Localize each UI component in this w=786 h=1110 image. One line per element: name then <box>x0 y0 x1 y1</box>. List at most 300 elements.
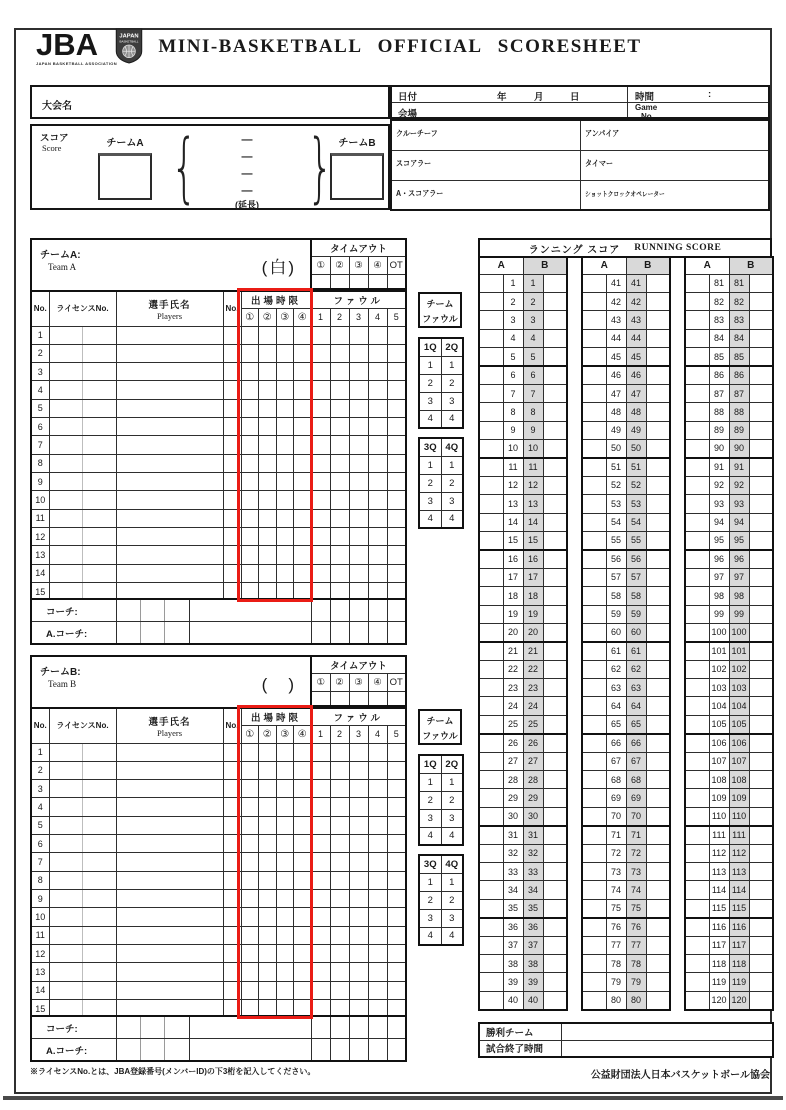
time-limit-cell <box>294 454 312 472</box>
score-number-a: 108 <box>709 771 729 789</box>
score-entry-a <box>479 715 503 733</box>
time-limit-cell <box>241 418 259 436</box>
row-number: 13 <box>31 546 49 564</box>
score-number-b: 113 <box>729 863 749 881</box>
score-number-a: 89 <box>709 421 729 439</box>
score-number-a: 83 <box>709 311 729 329</box>
coach-foul-cell <box>349 1039 368 1062</box>
score-number-b: 47 <box>626 384 646 402</box>
coach-foul-cell <box>368 599 387 622</box>
row-number: 11 <box>31 509 49 527</box>
player-no-field <box>223 344 241 362</box>
foul-cell <box>387 926 406 944</box>
score-entry-b <box>543 605 567 623</box>
time-limit-cell <box>259 546 277 564</box>
foul-cell <box>330 816 349 834</box>
score-number-a: 46 <box>606 366 626 384</box>
time-limit-cell <box>294 871 312 889</box>
score-number-b: 83 <box>729 311 749 329</box>
foul-cell <box>311 981 330 999</box>
score-number-b: 111 <box>729 826 749 844</box>
team-foul-number: 4 <box>441 410 463 428</box>
team-fouls-table <box>418 854 464 946</box>
score-number-b: 93 <box>729 495 749 513</box>
running-score-header-a: A <box>479 257 523 274</box>
row-number: 3 <box>31 780 49 798</box>
score-number-a: 61 <box>606 642 626 660</box>
score-entry-b <box>543 826 567 844</box>
score-number-b: 84 <box>729 329 749 347</box>
score-number-b: 50 <box>626 440 646 458</box>
date-label: 日付 <box>398 92 418 103</box>
score-entry-b <box>749 991 773 1009</box>
score-entry-b <box>543 403 567 421</box>
coach-foul-cell <box>368 1016 387 1039</box>
time-limit-quarter-label: ③ <box>276 308 294 326</box>
divider <box>392 102 768 103</box>
score-entry-b <box>749 531 773 549</box>
score-number-b: 118 <box>729 954 749 972</box>
team-fouls-label-line1: チーム <box>426 716 454 726</box>
score-number-a: 72 <box>606 844 626 862</box>
player-name-field <box>116 454 223 472</box>
foul-cell <box>387 491 406 509</box>
score-entry-b <box>543 660 567 678</box>
foul-cell <box>311 780 330 798</box>
score-entry-a <box>582 513 606 531</box>
score-number-b: 37 <box>523 936 543 954</box>
date-venue-table <box>390 85 770 119</box>
time-limit-cell <box>294 743 312 761</box>
time-limit-header: 出場時限 <box>241 291 311 308</box>
time-limit-cell <box>259 381 277 399</box>
score-number-a: 84 <box>709 329 729 347</box>
score-number-b: 58 <box>626 587 646 605</box>
score-panel <box>30 124 390 210</box>
score-entry-b <box>543 752 567 770</box>
foul-cell <box>368 853 387 871</box>
col-no-header: No. <box>31 708 49 743</box>
score-number-a: 25 <box>503 715 523 733</box>
foul-cell <box>311 528 330 546</box>
timer-label: タイマー <box>584 158 613 168</box>
running-score-row <box>479 936 567 954</box>
running-score-row <box>582 679 670 697</box>
score-number-a: 74 <box>606 881 626 899</box>
foul-cell <box>349 564 368 582</box>
score-entry-a <box>685 568 709 586</box>
score-team-b-label: チームB <box>338 138 376 149</box>
score-number-b: 103 <box>729 679 749 697</box>
players-header-jp: 選手氏名 <box>148 716 191 728</box>
running-score-row <box>685 476 773 494</box>
svg-text:JAPAN: JAPAN <box>119 33 139 40</box>
score-number-a: 37 <box>503 936 523 954</box>
foul-col-label: 1 <box>311 725 330 743</box>
running-score-row <box>479 623 567 641</box>
foul-cell <box>330 798 349 816</box>
shot-clock-operator-cell <box>580 180 769 210</box>
score-number-b: 19 <box>523 605 543 623</box>
score-entry-a <box>582 734 606 752</box>
team-fouls-row <box>419 356 463 374</box>
row-number: 4 <box>31 798 49 816</box>
score-entry-b <box>749 863 773 881</box>
player-row <box>31 454 406 472</box>
score-number-b: 73 <box>626 863 646 881</box>
license-field <box>49 908 116 926</box>
coach-license-field <box>116 1016 189 1039</box>
row-number: 6 <box>31 835 49 853</box>
score-entry-a <box>479 807 503 825</box>
player-name-field <box>116 871 223 889</box>
foul-cell <box>330 981 349 999</box>
time-limit-cell <box>294 853 312 871</box>
running-score-row <box>582 863 670 881</box>
team-foul-number: 4 <box>419 827 441 845</box>
running-score-row <box>685 826 773 844</box>
time-limit-cell <box>241 363 259 381</box>
quarter-score-dash: — <box>241 151 253 163</box>
foul-cell <box>311 363 330 381</box>
team-foul-number: 4 <box>419 510 441 528</box>
score-entry-a <box>479 513 503 531</box>
score-number-a: 117 <box>709 936 729 954</box>
row-number: 5 <box>31 816 49 834</box>
coach-foul-cell <box>311 1039 330 1062</box>
score-number-b: 22 <box>523 660 543 678</box>
score-number-b: 8 <box>523 403 543 421</box>
time-limit-cell <box>294 473 312 491</box>
time-limit-cell <box>294 981 312 999</box>
score-entry-b <box>646 734 670 752</box>
running-score-row <box>685 899 773 917</box>
score-number-b: 15 <box>523 531 543 549</box>
team-foul-number: 2 <box>419 891 441 909</box>
score-entry-b <box>749 973 773 991</box>
player-no-field <box>223 816 241 834</box>
scorer-label: スコアラー <box>396 158 432 168</box>
score-number-b: 25 <box>523 715 543 733</box>
running-score-row <box>479 329 567 347</box>
score-number-a: 68 <box>606 771 626 789</box>
score-entry-a <box>685 660 709 678</box>
foul-col-label: 3 <box>349 725 368 743</box>
jba-logo-subtext: JAPAN BASKETBALL ASSOCIATION <box>36 61 118 66</box>
score-number-b: 48 <box>626 403 646 421</box>
running-score-row <box>685 587 773 605</box>
time-limit-cell <box>294 381 312 399</box>
shot-clock-operator-label: ショットクロックオペレーター <box>584 190 665 198</box>
foul-cell <box>387 871 406 889</box>
running-score-row <box>685 807 773 825</box>
score-entry-b <box>646 918 670 936</box>
score-number-b: 94 <box>729 513 749 531</box>
time-limit-cell <box>241 454 259 472</box>
coach-foul-cell <box>349 1016 368 1039</box>
coach-foul-cell <box>349 599 368 622</box>
foul-cell <box>349 908 368 926</box>
score-number-b: 17 <box>523 568 543 586</box>
license-field <box>49 743 116 761</box>
score-entry-a <box>479 863 503 881</box>
running-score-row <box>479 826 567 844</box>
score-number-a: 50 <box>606 440 626 458</box>
row-number: 13 <box>31 963 49 981</box>
score-entry-a <box>582 844 606 862</box>
time-limit-cell <box>241 491 259 509</box>
team-fouls-quarter-label: 2Q <box>441 755 463 773</box>
player-no-field <box>223 981 241 999</box>
running-score-row <box>685 440 773 458</box>
row-number: 14 <box>31 564 49 582</box>
score-entry-a <box>685 292 709 310</box>
player-no-field <box>223 473 241 491</box>
time-limit-cell <box>276 963 294 981</box>
score-number-a: 8 <box>503 403 523 421</box>
foul-cell <box>311 491 330 509</box>
score-entry-a <box>582 752 606 770</box>
time-limit-cell <box>294 890 312 908</box>
foul-cell <box>349 418 368 436</box>
player-no-field <box>223 326 241 344</box>
running-score-header-b: B <box>523 257 567 274</box>
score-entry-a <box>685 679 709 697</box>
score-entry-b <box>543 771 567 789</box>
player-name-field <box>116 963 223 981</box>
score-number-a: 15 <box>503 531 523 549</box>
team-foul-number: 3 <box>441 809 463 827</box>
license-field <box>49 816 116 834</box>
player-no-field <box>223 890 241 908</box>
score-entry-b <box>646 348 670 366</box>
score-number-b: 76 <box>626 918 646 936</box>
player-row <box>31 381 406 399</box>
score-entry-b <box>646 936 670 954</box>
player-row <box>31 871 406 889</box>
foul-cell <box>349 436 368 454</box>
score-number-a: 64 <box>606 697 626 715</box>
quarter-score-dash: — <box>241 168 253 180</box>
row-number: 14 <box>31 981 49 999</box>
time-limit-cell <box>259 780 277 798</box>
score-number-a: 48 <box>606 403 626 421</box>
running-score-row <box>582 403 670 421</box>
foul-cell <box>349 509 368 527</box>
score-number-b: 56 <box>626 550 646 568</box>
foul-cell <box>330 344 349 362</box>
foul-cell <box>349 454 368 472</box>
time-limit-cell <box>276 926 294 944</box>
score-number-b: 69 <box>626 789 646 807</box>
team-foul-number: 2 <box>419 474 441 492</box>
foul-cell <box>330 761 349 779</box>
license-field <box>49 363 116 381</box>
score-number-a: 20 <box>503 623 523 641</box>
player-name-field <box>116 326 223 344</box>
team-foul-number: 3 <box>419 492 441 510</box>
team-subtitle: Team A <box>48 262 77 272</box>
umpire-label: アンパイア <box>584 129 619 138</box>
foul-cell <box>311 816 330 834</box>
player-name-field <box>116 926 223 944</box>
team-foul-number: 4 <box>419 927 441 945</box>
player-no-field <box>223 381 241 399</box>
score-number-b: 99 <box>729 605 749 623</box>
score-entry-b <box>646 826 670 844</box>
foul-cell <box>349 743 368 761</box>
score-entry-a <box>479 274 503 292</box>
score-entry-a <box>479 568 503 586</box>
score-number-a: 38 <box>503 954 523 972</box>
license-field <box>49 981 116 999</box>
score-entry-b <box>646 973 670 991</box>
team-fouls-quarter-label: 4Q <box>441 855 463 873</box>
score-entry-a <box>479 348 503 366</box>
score-entry-a <box>582 311 606 329</box>
score-number-b: 87 <box>729 384 749 402</box>
score-entry-b <box>543 807 567 825</box>
foul-cell <box>330 853 349 871</box>
score-number-a: 120 <box>709 991 729 1009</box>
running-score-row <box>685 403 773 421</box>
time-limit-cell <box>259 743 277 761</box>
score-number-a: 57 <box>606 568 626 586</box>
score-number-b: 89 <box>729 421 749 439</box>
score-number-a: 52 <box>606 476 626 494</box>
foul-cell <box>387 546 406 564</box>
score-entry-a <box>685 697 709 715</box>
foul-cell <box>311 835 330 853</box>
time-limit-cell <box>241 816 259 834</box>
score-entry-b <box>749 623 773 641</box>
score-number-a: 55 <box>606 531 626 549</box>
time-limit-cell <box>276 436 294 454</box>
team-fouls-table <box>418 437 464 529</box>
foul-cell <box>349 780 368 798</box>
score-number-a: 47 <box>606 384 626 402</box>
score-number-b: 21 <box>523 642 543 660</box>
running-score-row <box>685 789 773 807</box>
team-color-label: (白) <box>261 258 296 277</box>
score-number-a: 70 <box>606 807 626 825</box>
col-players-header <box>116 708 223 743</box>
score-number-b: 80 <box>626 991 646 1009</box>
team-fouls-row <box>419 791 463 809</box>
score-number-a: 5 <box>503 348 523 366</box>
score-number-b: 119 <box>729 973 749 991</box>
time-limit-cell <box>276 908 294 926</box>
score-number-b: 7 <box>523 384 543 402</box>
score-number-b: 106 <box>729 734 749 752</box>
coach-name-field <box>189 1016 311 1039</box>
score-entry-b <box>646 513 670 531</box>
score-number-b: 98 <box>729 587 749 605</box>
foul-cell <box>311 926 330 944</box>
running-score-row <box>479 863 567 881</box>
score-entry-b <box>749 274 773 292</box>
score-entry-a <box>582 605 606 623</box>
score-number-a: 110 <box>709 807 729 825</box>
score-number-a: 67 <box>606 752 626 770</box>
score-entry-b <box>543 421 567 439</box>
score-entry-a <box>479 899 503 917</box>
player-row <box>31 473 406 491</box>
player-name-field <box>116 853 223 871</box>
running-score-header-b: B <box>626 257 670 274</box>
foul-cell <box>330 381 349 399</box>
running-score-row <box>685 384 773 402</box>
score-entry-b <box>749 366 773 384</box>
time-limit-cell <box>241 798 259 816</box>
time-limit-cell <box>259 528 277 546</box>
foul-cell <box>330 509 349 527</box>
license-footnote: ※ライセンスNo.とは、JBA登録番号(メンバーID)の下3桁を記入してください。 <box>30 1067 316 1076</box>
score-number-b: 57 <box>626 568 646 586</box>
score-number-a: 100 <box>709 623 729 641</box>
winner-team-label: 勝利チーム <box>479 1023 561 1040</box>
score-entry-b <box>646 642 670 660</box>
score-number-a: 119 <box>709 973 729 991</box>
score-number-b: 52 <box>626 476 646 494</box>
time-limit-cell <box>259 491 277 509</box>
col-license-header: ライセンスNo. <box>49 708 116 743</box>
running-score-row <box>479 973 567 991</box>
team-fouls-label <box>418 709 462 745</box>
running-score-row <box>582 421 670 439</box>
foul-col-label: 5 <box>387 308 406 326</box>
foul-cell <box>330 945 349 963</box>
score-entry-b <box>646 623 670 641</box>
score-entry-b <box>543 513 567 531</box>
player-name-field <box>116 816 223 834</box>
player-row <box>31 399 406 417</box>
score-entry-b <box>749 826 773 844</box>
time-limit-cell <box>294 835 312 853</box>
score-entry-a <box>582 348 606 366</box>
team-color-label: ( ) <box>261 675 296 694</box>
team-fouls-quarter-label: 3Q <box>419 438 441 456</box>
score-entry-a <box>479 844 503 862</box>
running-score-row <box>685 292 773 310</box>
score-entry-a <box>582 807 606 825</box>
running-score-row <box>479 458 567 476</box>
score-number-a: 14 <box>503 513 523 531</box>
score-number-a: 104 <box>709 697 729 715</box>
score-number-b: 1 <box>523 274 543 292</box>
team-fouls-row <box>419 456 463 474</box>
score-number-a: 77 <box>606 936 626 954</box>
timeout-entry-cell <box>311 274 330 289</box>
score-entry-a <box>582 329 606 347</box>
row-number: 2 <box>31 344 49 362</box>
score-number-a: 96 <box>709 550 729 568</box>
time-limit-cell <box>294 546 312 564</box>
score-number-b: 77 <box>626 936 646 954</box>
player-name-field <box>116 418 223 436</box>
score-number-b: 55 <box>626 531 646 549</box>
time-limit-cell <box>241 381 259 399</box>
running-score-row <box>582 292 670 310</box>
score-number-a: 63 <box>606 679 626 697</box>
time-limit-cell <box>276 761 294 779</box>
foul-cell <box>368 798 387 816</box>
score-entry-b <box>646 292 670 310</box>
score-number-b: 31 <box>523 826 543 844</box>
running-score-row <box>685 771 773 789</box>
team-fouls-row <box>419 474 463 492</box>
time-limit-cell <box>276 454 294 472</box>
